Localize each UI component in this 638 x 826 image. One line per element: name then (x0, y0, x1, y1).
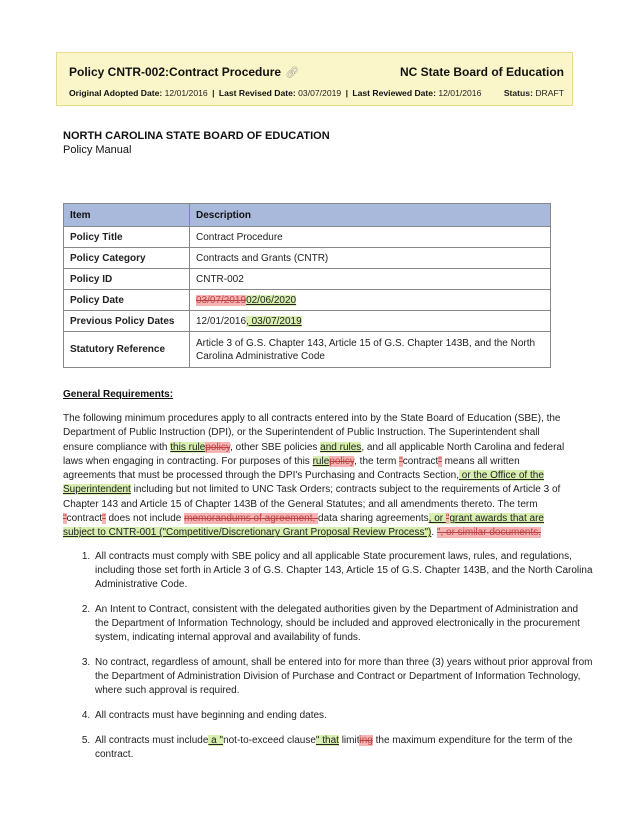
status (504, 88, 564, 98)
inserted-text: and rules (320, 441, 362, 453)
list-item (93, 734, 593, 762)
separator: | (345, 88, 348, 98)
inserted-text: rule (312, 455, 330, 467)
reviewed-value: 12/01/2016 (438, 88, 482, 98)
deleted-text: " (63, 513, 67, 525)
column-header-item: Item (64, 204, 190, 227)
row-key: Policy Category (64, 248, 190, 269)
deleted-text: " (438, 455, 442, 467)
policy-title (69, 65, 299, 79)
inserted-text: or the Office of the Superintendent (63, 470, 544, 496)
body-text: means all written agreements that must be processed through the DPI's Purchasing and Contracts Section, (63, 455, 520, 482)
section-title: General Requirements: (63, 389, 174, 400)
adopted-value: 12/01/2016 (164, 88, 208, 98)
body-text: , and all applicable North Carolina and federal laws when engaging in contracting. For purposes of this (63, 441, 565, 467)
body-text: , other SBE policies (230, 441, 321, 453)
document-org-heading: NORTH CAROLINA STATE BOARD OF EDUCATION (63, 130, 330, 142)
document-subheading: Policy Manual (63, 144, 132, 156)
table-row (64, 311, 551, 332)
reviewed-label: Last Reviewed Date: (352, 88, 436, 98)
deleted-text: " (445, 513, 450, 525)
requirements-list (63, 550, 593, 773)
row-key: Previous Policy Dates (64, 311, 190, 332)
deleted-text: ", or similar documents. (436, 527, 542, 539)
inserted-text: grant awards that are subject to CNTR-001 ("Competitive/Discretionary Grant Proposal Review Process") (63, 513, 544, 539)
status-value: DRAFT (535, 88, 564, 98)
row-value: Article 3 of G.S. Chapter 143, Article 15 of G.S. Chapter 143B, and the North Carolina Administrative Code (190, 332, 551, 368)
separator: | (212, 88, 215, 98)
table-row (64, 248, 551, 269)
body-text: contract (66, 513, 103, 525)
body-text: the maximum expenditure for the term of the contract. (95, 735, 573, 760)
row-value: CNTR-002 (190, 269, 551, 290)
body-text: limit (338, 735, 360, 746)
status-label: Status: (503, 88, 533, 98)
board-name: NC State Board of Education (399, 65, 564, 79)
table-row (64, 290, 551, 311)
inserted-text: a " (208, 735, 224, 746)
table-row (64, 227, 551, 248)
inserted-text: , 03/07/2019 (246, 315, 302, 327)
body-text: data sharing agreements (318, 513, 429, 525)
link-icon[interactable]: 🔗︎ (285, 67, 300, 79)
row-value: Contracts and Grants (CNTR) (190, 248, 551, 269)
deleted-text: " (102, 513, 106, 525)
row-value (190, 311, 551, 332)
revised-value: 03/07/2019 (298, 88, 342, 98)
list-item: 4. All contracts must have beginning and ending dates. (93, 709, 593, 723)
body-text: , the term (354, 455, 400, 467)
value-text: 12/01/2016 (196, 315, 247, 327)
policy-dates (69, 88, 481, 98)
inserted-text: , or (428, 513, 446, 525)
row-key: Policy Title (64, 227, 190, 248)
body-text: The following minimum procedures apply to all contracts entered into by the State Board of Education (SBE), the Department of Public Instruction (DPI), or the Superintendent of Public Instruction. The Superintendent shall ensure compliance with (63, 413, 561, 453)
column-header-description: Description (190, 204, 551, 227)
deleted-text: 03/07/2019 (196, 294, 247, 306)
body-text: does not include (105, 513, 185, 525)
body-text: not-to-exceed clause (223, 735, 316, 746)
row-value: Contract Procedure (190, 227, 551, 248)
table-row (64, 269, 551, 290)
deleted-text: memorandums of agreement, (184, 513, 319, 525)
deleted-text: ing (359, 735, 373, 746)
policy-info-table (63, 203, 551, 368)
row-key: Policy Date (64, 290, 190, 311)
table-header-row (64, 204, 551, 227)
row-key: Policy ID (64, 269, 190, 290)
inserted-text: this rule (170, 441, 206, 453)
row-value (190, 290, 551, 311)
list-item: 1. All contracts must comply with SBE policy and all applicable State procurement laws, rules, and regulations, including those set forth in Article 3 of G.S. Chapter 143, Article 15 of G.S. Chapter 143B, and the North Carolina Administrative Code. (93, 550, 593, 592)
inserted-text: " that (315, 735, 339, 746)
body-text: contract (402, 455, 439, 467)
list-item: 2. An Intent to Contract, consistent with the delegated authorities given by the Department of Administration and the Department of Information Technology, should be included and approved electronically in the procurement system, indicating internal approval and availability of funds. (93, 603, 593, 645)
deleted-text: " (399, 455, 403, 467)
row-key: Statutory Reference (64, 332, 190, 368)
adopted-label: Original Adopted Date: (69, 88, 163, 98)
revised-label: Last Revised Date: (218, 88, 296, 98)
policy-banner (56, 52, 573, 106)
body-text: . (431, 527, 437, 539)
table-row (64, 332, 551, 368)
body-text: including but not limited to UNC Task Orders; contracts subject to the requirements of Article 3 of Chapter 143 and Article 15 of Chapter 143B of the General Statutes; and all amendments thereto. The term (63, 484, 561, 510)
body-text: All contracts must include (95, 735, 209, 746)
deleted-text: policy (329, 455, 355, 467)
deleted-text: policy (205, 441, 231, 453)
general-requirements-paragraph (63, 412, 573, 541)
policy-title-text: Policy CNTR-002:Contract Procedure (69, 65, 282, 79)
list-item: 3. No contract, regardless of amount, shall be entered into for more than three (3) years without prior approval from the Department of Administration Division of Purchase and Contract or Department of Information Technology, where such approval is required. (93, 656, 593, 698)
inserted-text: 02/06/2020 (246, 294, 297, 306)
